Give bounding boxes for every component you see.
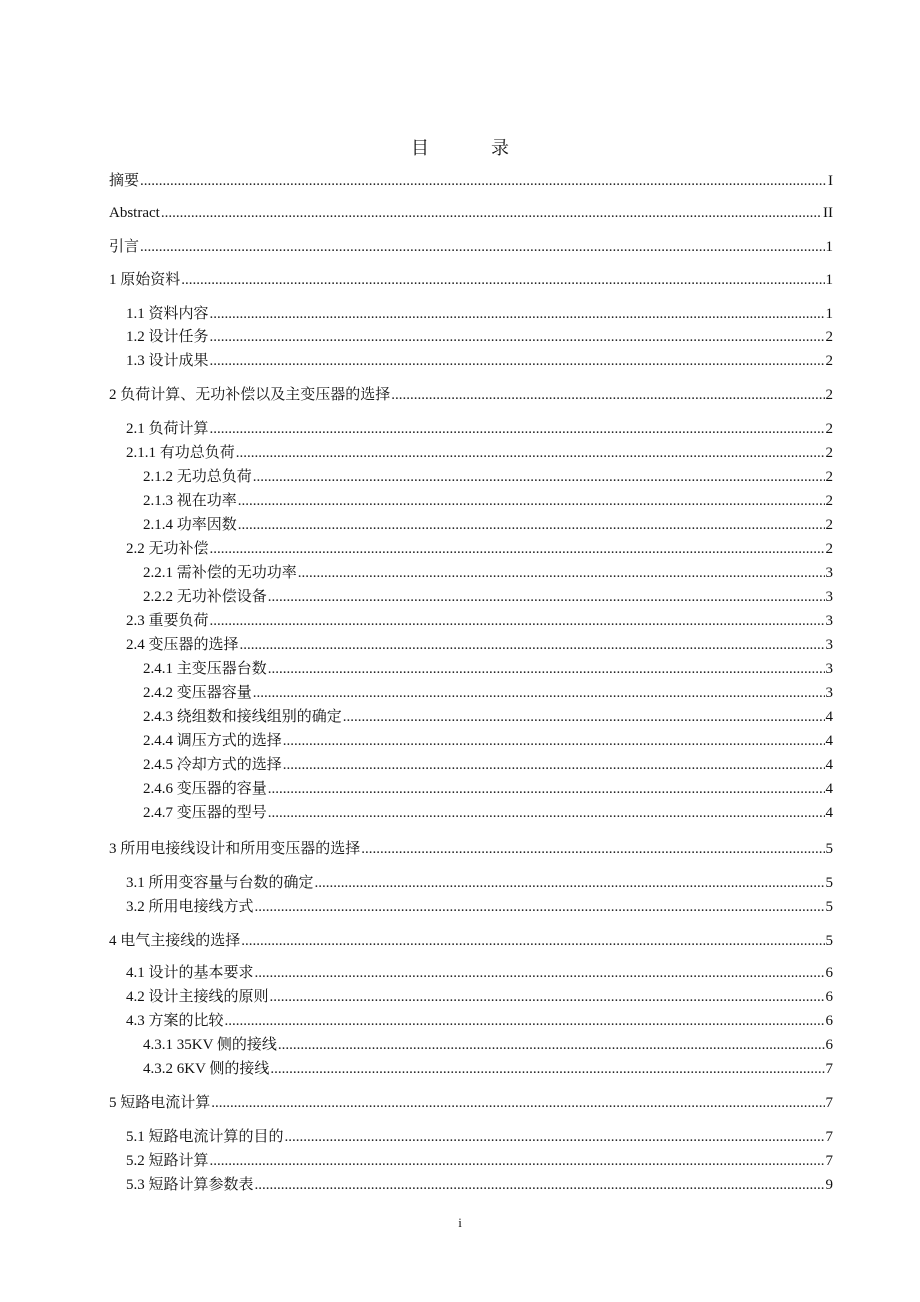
title-left-char: 目 (411, 138, 429, 158)
toc-entry-page: 2 (825, 445, 833, 461)
toc-entry-label: 5 短路电流计算 (109, 1095, 211, 1111)
toc-entry-page: 6 (825, 965, 833, 981)
toc-entry-page: 7 (825, 1061, 833, 1077)
toc-entry-label: 1.3 设计成果 (126, 353, 209, 369)
toc-entry-label: 2.3 重要负荷 (126, 613, 209, 629)
toc-entry-page: 7 (825, 1129, 833, 1145)
toc-leader-dots (255, 898, 825, 917)
toc-entry[interactable] (126, 1012, 833, 1031)
toc-entry-page: 6 (825, 1037, 833, 1053)
toc-entry[interactable] (143, 492, 833, 511)
toc-leader-dots (210, 420, 825, 439)
toc-entry-label: 2.1.3 视在功率 (143, 493, 237, 509)
toc-entry[interactable] (143, 516, 833, 535)
toc-entry[interactable] (126, 1176, 833, 1195)
toc-entry[interactable] (143, 468, 833, 487)
toc-entry[interactable] (143, 1060, 833, 1079)
toc-entry[interactable] (143, 660, 833, 679)
toc-leader-dots (343, 708, 825, 727)
toc-entry-page: 3 (825, 565, 833, 581)
toc-entry-label: 2.4.5 冷却方式的选择 (143, 757, 282, 773)
toc-entry-page: 3 (825, 637, 833, 653)
toc-entry-label: 4.3 方案的比较 (126, 1013, 224, 1029)
toc-entry[interactable] (109, 386, 833, 405)
toc-entry[interactable] (109, 932, 833, 951)
toc-leader-dots (255, 964, 825, 983)
toc-entry-page: 1 (825, 272, 833, 288)
toc-entry-page: 7 (825, 1153, 833, 1169)
toc-entry[interactable] (109, 840, 833, 859)
toc-leader-dots (298, 564, 825, 583)
toc-entry[interactable] (126, 636, 833, 655)
toc-leader-dots (315, 874, 825, 893)
toc-entry[interactable] (143, 732, 833, 751)
toc-leader-dots (210, 540, 825, 559)
toc-entry-label: 5.2 短路计算 (126, 1153, 209, 1169)
toc-entry-label: 4.3.1 35KV 侧的接线 (143, 1037, 277, 1053)
toc-entry-label: 2.2.1 需补偿的无功功率 (143, 565, 297, 581)
toc-entry[interactable] (126, 612, 833, 631)
toc-entry-page: 6 (825, 1013, 833, 1029)
toc-entry[interactable] (126, 898, 833, 917)
toc-entry-page: 7 (825, 1095, 833, 1111)
toc-leader-dots (270, 988, 825, 1007)
toc-entry[interactable] (109, 204, 833, 223)
toc-leader-dots (238, 492, 825, 511)
toc-leader-dots (391, 386, 824, 405)
toc-leader-dots (268, 780, 825, 799)
toc-entry[interactable] (109, 271, 833, 290)
toc-leader-dots (285, 1128, 825, 1147)
toc-entry-page: II (823, 205, 833, 221)
toc-entry-label: 3.1 所用变容量与台数的确定 (126, 875, 314, 891)
toc-entry-label: 1.2 设计任务 (126, 329, 209, 345)
toc-leader-dots (270, 1060, 824, 1079)
toc-entry-page: 5 (825, 841, 833, 857)
toc-leader-dots (181, 271, 824, 290)
toc-entry-page: 3 (825, 685, 833, 701)
toc-entry-label: 4.1 设计的基本要求 (126, 965, 254, 981)
toc-entry-page: 2 (825, 329, 833, 345)
toc-leader-dots (210, 1152, 825, 1171)
toc-leader-dots (140, 172, 827, 191)
toc-leader-dots (140, 238, 824, 257)
toc-entry-label: 摘要 (109, 173, 140, 189)
toc-leader-dots (210, 352, 825, 371)
toc-entry-page: 3 (825, 589, 833, 605)
toc-entry-label: 4.2 设计主接线的原则 (126, 989, 269, 1005)
toc-entry[interactable] (126, 420, 833, 439)
toc-entry-label: 2.4.6 变压器的容量 (143, 781, 267, 797)
toc-entry-page: 2 (825, 353, 833, 369)
toc-entry[interactable] (109, 1094, 833, 1113)
toc-entry[interactable] (126, 988, 833, 1007)
toc-entry-page: 9 (825, 1177, 833, 1193)
toc-leader-dots (225, 1012, 825, 1031)
toc-entry-page: 5 (825, 875, 833, 891)
toc-entry[interactable] (126, 328, 833, 347)
toc-entry-label: 1.1 资料内容 (126, 306, 209, 322)
toc-leader-dots (210, 612, 825, 631)
toc-entry-page: 4 (825, 805, 833, 821)
toc-entry-page: 4 (825, 709, 833, 725)
toc-entry-label: 4.3.2 6KV 侧的接线 (143, 1061, 270, 1077)
toc-entry-label: 2.4.1 主变压器台数 (143, 661, 267, 677)
toc-entry[interactable] (126, 540, 833, 559)
toc-entry[interactable] (126, 874, 833, 893)
toc-entry-label: 2.1 负荷计算 (126, 421, 209, 437)
toc-leader-dots (211, 1094, 824, 1113)
toc-leader-dots (253, 684, 825, 703)
toc-leader-dots (268, 588, 825, 607)
toc-leader-dots (268, 804, 825, 823)
toc-entry[interactable] (126, 305, 833, 324)
toc-leader-dots (238, 516, 825, 535)
toc-entry[interactable] (143, 564, 833, 583)
toc-entry[interactable] (126, 352, 833, 371)
toc-entry-page: 4 (825, 781, 833, 797)
toc-entry-label: 3.2 所用电接线方式 (126, 899, 254, 915)
toc-entry-label: 3 所用电接线设计和所用变压器的选择 (109, 841, 361, 857)
toc-entry-label: 2.1.4 功率因数 (143, 517, 237, 533)
toc-entry-label: 1 原始资料 (109, 272, 181, 288)
toc-entry[interactable] (126, 964, 833, 983)
toc-entry[interactable] (126, 1128, 833, 1147)
toc-leader-dots (361, 840, 824, 859)
toc-entry-label: 4 电气主接线的选择 (109, 933, 241, 949)
toc-leader-dots (236, 444, 825, 463)
toc-leader-dots (278, 1036, 825, 1055)
toc-leader-dots (283, 732, 825, 751)
toc-entry-page: 4 (825, 757, 833, 773)
toc-entry[interactable] (143, 708, 833, 727)
toc-leader-dots (240, 636, 825, 655)
toc-entry-page: 1 (825, 239, 833, 255)
toc-entry-label: 2.4.2 变压器容量 (143, 685, 252, 701)
toc-entry[interactable] (143, 684, 833, 703)
toc-entry-label: 5.3 短路计算参数表 (126, 1177, 254, 1193)
toc-entry-page: 2 (825, 469, 833, 485)
title-right-char: 录 (491, 138, 509, 158)
toc-entry-page: I (828, 173, 833, 189)
toc-leader-dots (283, 756, 825, 775)
toc-entry-page: 2 (825, 541, 833, 557)
toc-entry-label: 5.1 短路电流计算的目的 (126, 1129, 284, 1145)
toc-entry[interactable] (143, 1036, 833, 1055)
toc-leader-dots (253, 468, 825, 487)
toc-entry[interactable] (109, 172, 833, 191)
toc-entry-label: 2.4.4 调压方式的选择 (143, 733, 282, 749)
toc-entry-label: 2.1.2 无功总负荷 (143, 469, 252, 485)
toc-leader-dots (210, 305, 825, 324)
toc-leader-dots (161, 204, 822, 223)
toc-entry-label: 2.4.7 变压器的型号 (143, 805, 267, 821)
toc-entry-label: 引言 (109, 239, 140, 255)
toc-leader-dots (255, 1176, 825, 1195)
toc-entry-page: 2 (825, 387, 833, 403)
toc-entry[interactable] (126, 444, 833, 463)
toc-entry[interactable] (143, 756, 833, 775)
toc-entry-label: 2.2.2 无功补偿设备 (143, 589, 267, 605)
toc-leader-dots (210, 328, 825, 347)
toc-entry-page: 2 (825, 493, 833, 509)
toc-entry-label: 2.4 变压器的选择 (126, 637, 239, 653)
toc-entry-page: 4 (825, 733, 833, 749)
toc-entry-page: 5 (825, 933, 833, 949)
toc-entry-page: 2 (825, 517, 833, 533)
toc-entry-label: 2.1.1 有功总负荷 (126, 445, 235, 461)
toc-entry[interactable] (126, 1152, 833, 1171)
toc-entry-page: 6 (825, 989, 833, 1005)
toc-entry-label: 2 负荷计算、无功补偿以及主变压器的选择 (109, 387, 391, 403)
toc-entry[interactable] (143, 588, 833, 607)
toc-entry-page: 3 (825, 661, 833, 677)
toc-entry-label: 2.2 无功补偿 (126, 541, 209, 557)
toc-entry[interactable] (109, 238, 833, 257)
toc-entry-page: 5 (825, 899, 833, 915)
toc-leader-dots (241, 932, 824, 951)
toc-entry-label: Abstract (109, 205, 160, 221)
page-number: i (458, 1215, 462, 1230)
toc-leader-dots (268, 660, 825, 679)
toc-entry-page: 3 (825, 613, 833, 629)
toc-entry[interactable] (143, 780, 833, 799)
toc-entry-label: 2.4.3 绕组数和接线组别的确定 (143, 709, 342, 725)
toc-entry-page: 1 (825, 306, 833, 322)
toc-entry[interactable] (143, 804, 833, 823)
toc-entry-page: 2 (825, 421, 833, 437)
